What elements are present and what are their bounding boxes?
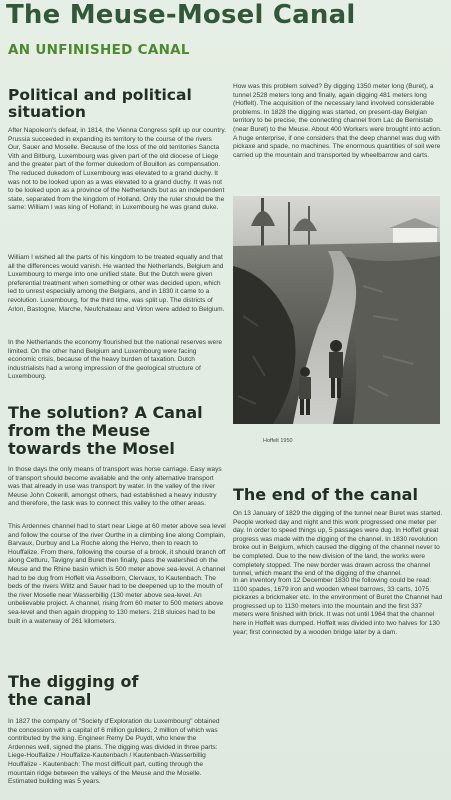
political-paragraph-2: William I wished all the parts of his kingdom to be treated equally and that all the differences would vanish. He wanted the Netherlands, Belgium and Luxembourg to merge into one unified state. But the Dutch were given preferential treatment when something or other was decided upon, which led to unrest especially among the Belgians, and in 1830 it came to a revolution. Luxembourg, for the third time, was split up. The districts of Arlon, Bastogne, Marche, Neufchateau and Virton were added to Belgium.	[8, 254, 225, 313]
right-column-paragraph-1: How was this problem solved? By digging 1350 meter long (Buret), a tunnel 2528 meters long and finally, again digging 481 meters long (Hoffelt). The acquisition of the necessary land involved considerable problems. In 1828 the digging was started, on present-day Belgian territory to be precise, the connecting channel from Lac de Bernistab (near Buret) to the Meuse. About 400 Workers were brought into action. A huge enterprise, if one considers that the deep channel was dug with pickaxe and spade, no machines. The enormous quantities of soil were carried up the mountain and transported by wheelbarrow and carts.	[233, 83, 442, 159]
page-subtitle: AN UNFINISHED CANAL	[8, 42, 190, 58]
photo-caption: Hoffelt 1950	[263, 438, 293, 444]
solution-paragraph-2: This Ardennes channel had to start near Liege at 60 meter above sea level and follow the course of the river Ourthe in a climbing line along Complain, Barvaux, Durbuy and La Roche along the Hervo, then to reach to Houffalize. From there, following the course of a brook, it should branch off along Cetturu, Tavigny and Buret then finally, pass the watershed oh the Meuse and the Rhine basin which is 500 meter above sea-level. A channel had to be dug from Hoffelt via Asselborn, Clervaux, to Kautenbach. The beds of the rivers Wiltz and Sauer had to be deepened up to the mouth of the river Moselle near Wasserbillig (130 meter above sea-level. An unbelievable project. A channel, rising from 60 meter to 500 meters above sea-level and then again dropping to 130 meters. 218 sluices had to be built in a waterway of 261 kilometers.	[8, 523, 226, 625]
end-paragraph-1: On 13 January of 1829 the digging of the tunnel near Buret was started. People worked day and night and this work progressed one meter per day. In order to speed things up, 5 passages were dug. In Hoffelt great progress was made with the digging of the channel. In 1830 revolution broke out in Belgium, which caused the digging of the channel never to be completed. Due to the new division of the land, the works were completely stopped. The new border was drawn across the channel tunnel, which meant the end of the digging of the channel.	[233, 510, 443, 578]
heading-digging: The digging of the canal	[8, 672, 139, 709]
solution-paragraph-1: In those days the only means of transport was horse carriage. Easy ways of transport should become available and the only alternative transport was that already in use was transport by water. In the valley of the river Meuse John Cokerill, amongst others, had established a heavy industry and therefore, the task was to connect this valley to the other areas.	[8, 466, 222, 508]
page-title: The Meuse-Mosel Canal	[6, 0, 356, 30]
historic-photo-hoffelt	[233, 196, 440, 424]
heading-end: The end of the canal	[233, 485, 418, 504]
heading-political: Political and political situation	[8, 86, 192, 122]
end-paragraph-2: In an inventory from 12 December 1830 the following could be read: 1100 spades, 1679 iron and wooden wheel barrows, 33 carts, 1075 pickaxes a brickmaker etc. In the environment of Buret the Channel had progressed up to 1130 meters into the mountain and the first 337 meters were finished with brick. It was not until 1964 that the channel here in Hoffelt was dumped. Hoffelt was divided into two halves for 130 year; first connected by a wooden bridge later by a dam.	[233, 577, 443, 636]
digging-paragraph-1: In 1827 the company of "Society d'Exploration du Luxembourg" obtained the concession with a capital of 6 million guilders, 2 million of which was contributed by the king. Engineer Remy De Puydt, who knew the Ardennes well, signed the plans. The digging was divided in three parts: Liege-Houffalize / Houffalize-Kautenbach / Kautenbach-Wasserbillig Houffalize - Kautenbach: The most difficult part, cutting through the mountain ridge between the valleys of the Meuse and the Moselle. Estimated building was 5 years.	[8, 718, 220, 786]
heading-solution: The solution? A Canal from the Meuse towards the Mosel	[8, 403, 203, 458]
political-paragraph-3: In the Netherlands the economy flourished but the national reserves were limited. On the other hand Belgium and Luxembourg were facing economic crisis, because of the heavy burden of taxation. Dutch industrialists had a wrong impression of the geological structure of Luxembourg.	[8, 339, 223, 381]
political-paragraph-1: After Napoleon's defeat, in 1814, the Vienna Congress split up our country. Prussia succeeded in expanding its territory to the course of the rivers Our, Sauer and Moselle. Because of the loss of the old territories Sancta Vith and Bitburg, Luxembourg was given part of the old diocese of Liege and the greater part of the former dukedom of Bouillon as compensation. The reduced dukedom of Luxembourg was elevated to a grand duchy. It was not to be looked upon as a was elevated to a grand duchy. It was not to be looked upon as a province of the Netherlands but as an independent state, separated from the kingdom of Holland. Only the ruler should be the same: William I was king of Holland; in Luxembourg he was grand duke.	[8, 127, 227, 212]
